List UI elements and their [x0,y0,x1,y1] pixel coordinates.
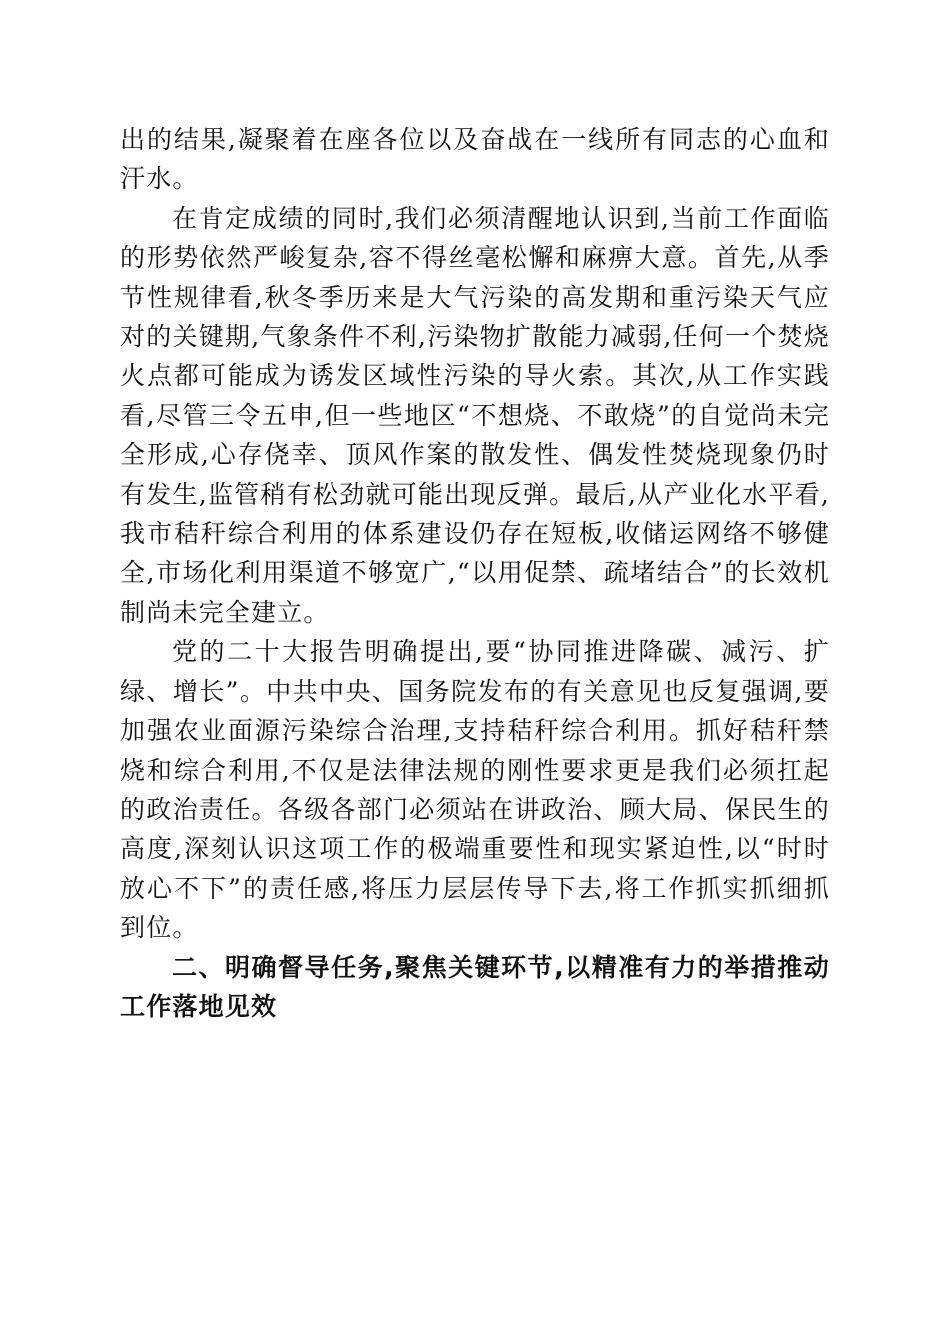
paragraph-policy: 党的二十大报告明确提出,要“协同推进降碳、减污、扩绿、增长”。中共中央、国务院发布的有关意见也反复强调,要加强农业面源污染综合治理,支持秸秆综合利用。抓好秸秆禁烧和综合利用,不仅是法律法规的刚性要求更是我们必须扛起的政治责任。各级各部门必须站在讲政治、顾大局、保民生的高度,深刻认识这项工作的极端重要性和现实紧迫性,以“时时放心不下”的责任感,将压力层层传导下去,将工作抓实抓细抓到位。 [120,637,830,943]
section-heading: 二、明确督导任务,聚焦关键环节,以精准有力的举措推动工作落地见效 [120,952,830,1021]
paragraph-situation: 在肯定成绩的同时,我们必须清醒地认识到,当前工作面临的形势依然严峻复杂,容不得丝毫松懈和麻痹大意。首先,从季节性规律看,秋冬季历来是大气污染的高发期和重污染天气应对的关键期,气象条件不利,污染物扩散能力减弱,任何一个焚烧火点都可能成为诱发区域性污染的导火索。其次,从工作实践看,尽管三令五申,但一些地区“不想烧、不敢烧”的自觉尚未完全形成,心存侥幸、顶风作案的散发性、偶发性焚烧现象仍时有发生,监管稍有松劲就可能出现反弹。最后,从产业化水平看,我市秸秆综合利用的体系建设仍存在短板,收储运网络不够健全,市场化利用渠道不够宽广,“以用促禁、疏堵结合”的长效机制尚未完全建立。 [120,203,830,627]
document-body [120,120,830,1026]
paragraph-continuation: 出的结果,凝聚着在座各位以及奋战在一线所有同志的心血和汗水。 [120,125,830,194]
